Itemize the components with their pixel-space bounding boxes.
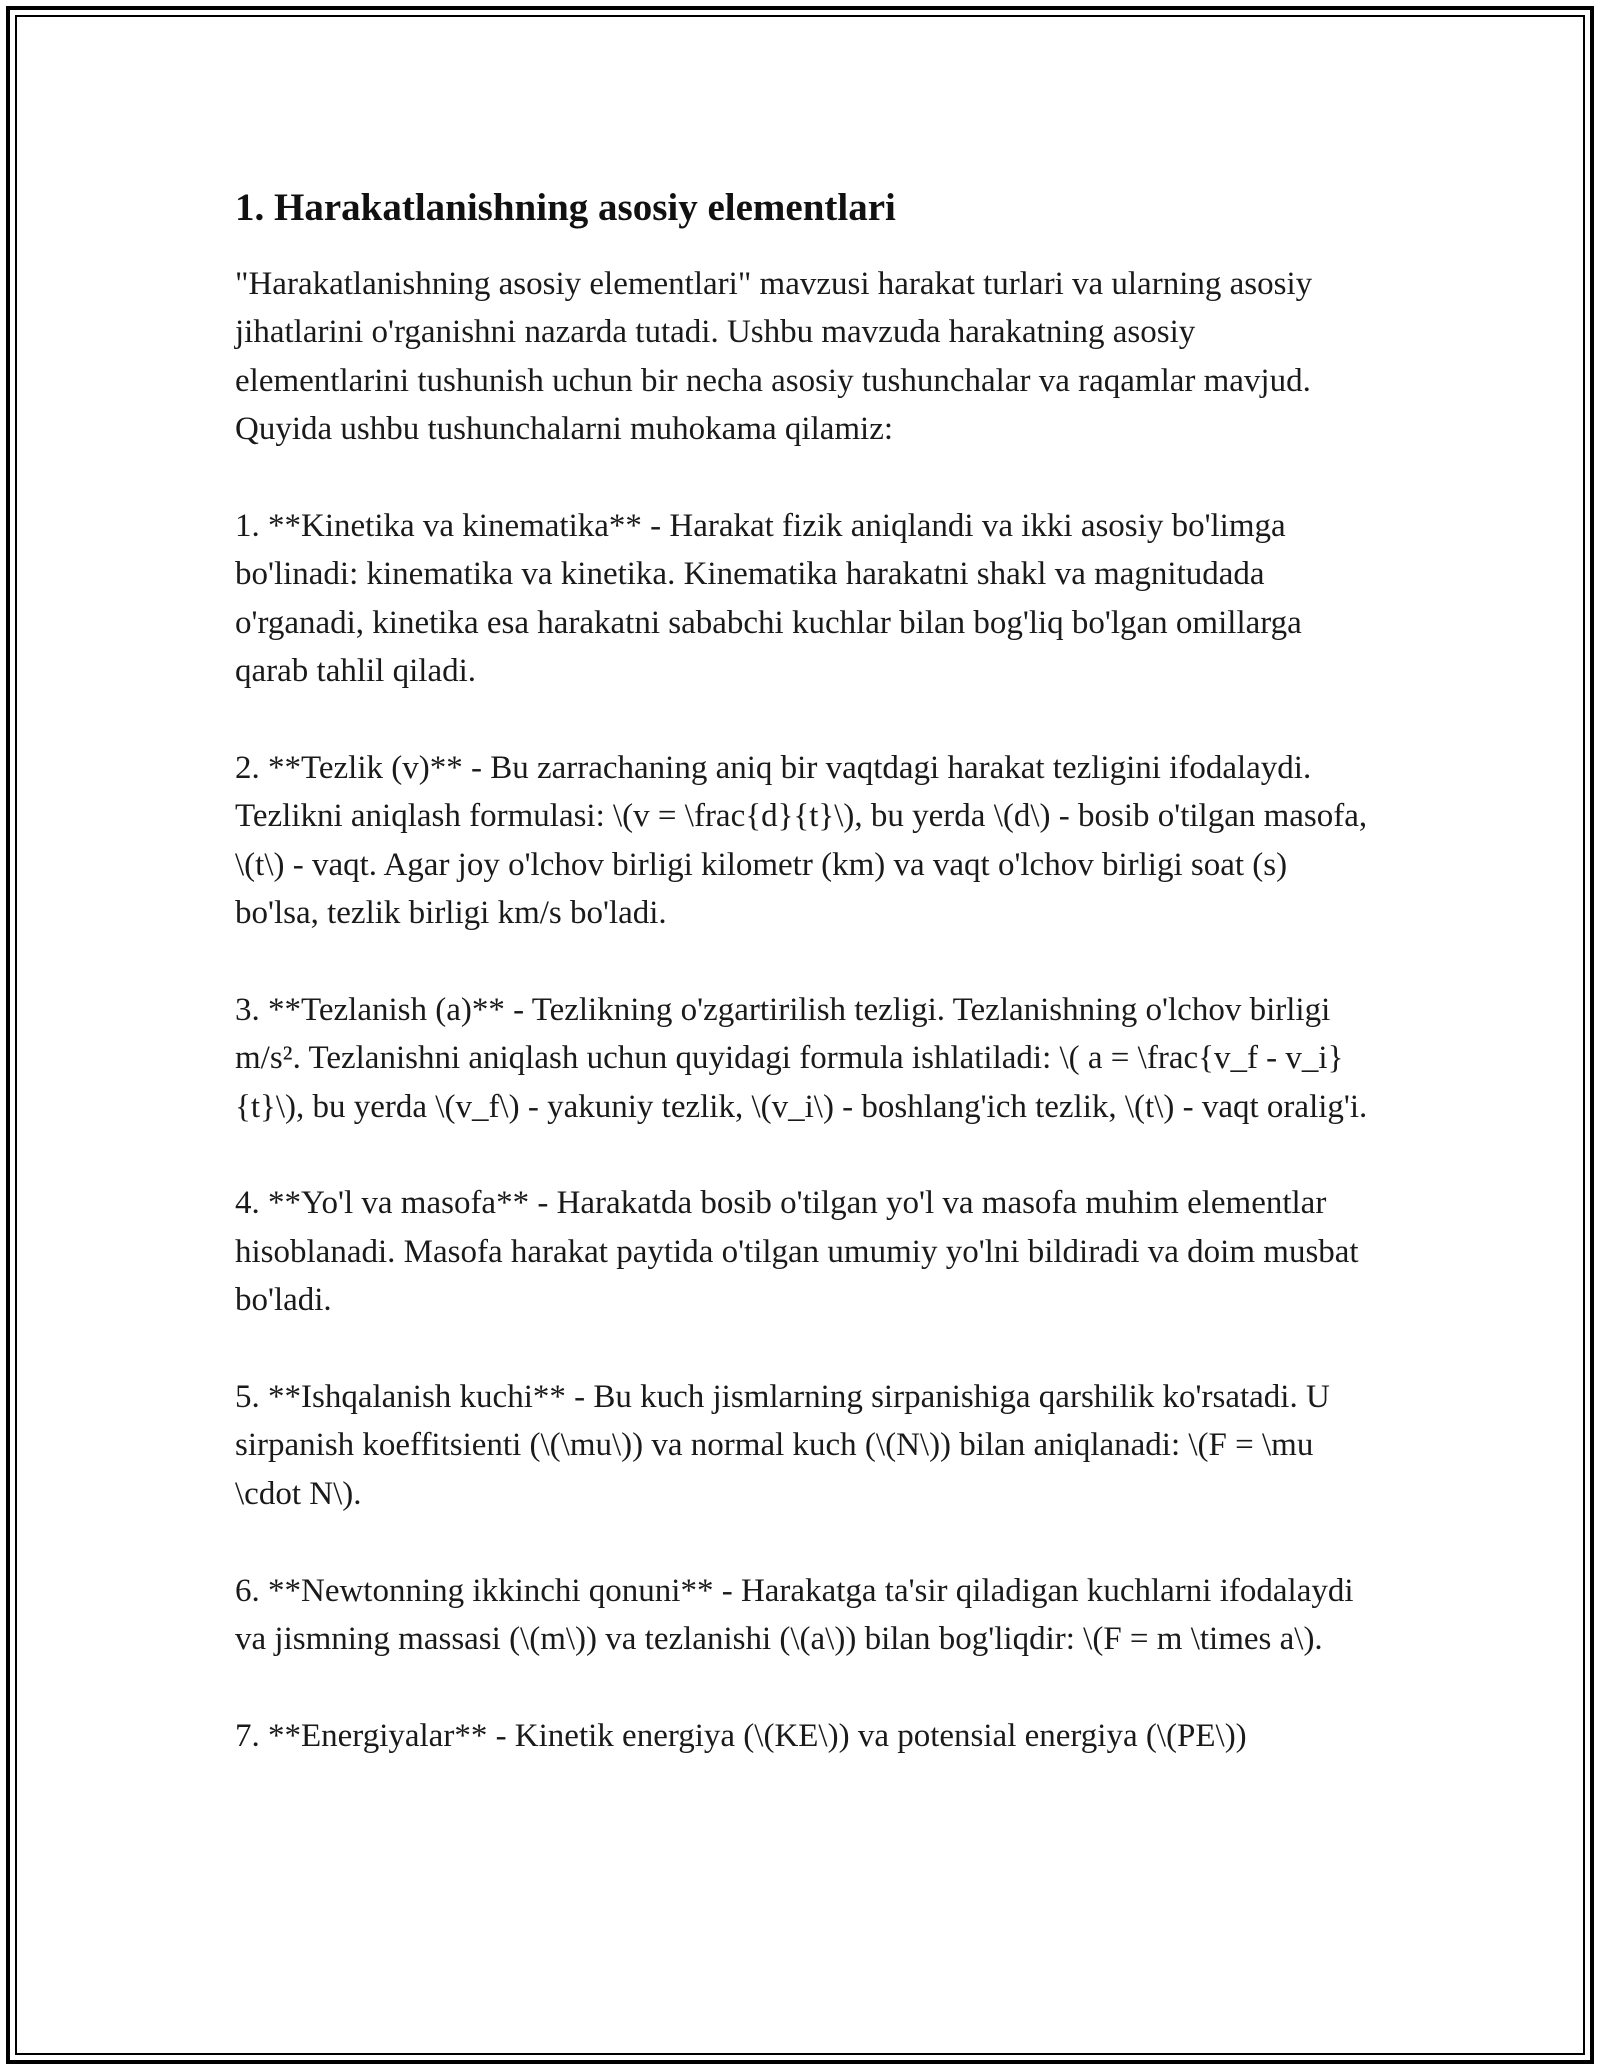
item-newton-ikkinchi-qonuni: 6. **Newtonning ikkinchi qonuni** - Harakatga ta'sir qiladigan kuchlarni ifodalaydi va jismning massasi (\(m\)) va tezlanishi (\(a\)) bilan bog'liqdir: \(F = m \times a\). xyxy=(235,1572,1354,1658)
section-heading: 1. Harakatlanishning asosiy elementlari xyxy=(235,186,896,229)
item-yol-va-masofa: 4. **Yo'l va masofa** - Harakatda bosib o'tilgan yo'l va masofa muhim elementlar hisoblanadi. Masofa harakat paytida o'tilgan umumiy yo'lni bildiradi va doim musbat bo'ladi. xyxy=(235,1185,1359,1319)
intro-paragraph: "Harakatlanishning asosiy elementlari" mavzusi harakat turlari va ularning asosiy jihatlarini o'rganishni nazarda tutadi. Ushbu mavzuda harakatning asosiy elementlarini tushunish uchun bir necha asosiy tushunchalar va raqamlar mavjud. Quyida ushbu tushunchalarni muhokama qilamiz: xyxy=(235,265,1313,448)
item-tezlik: 2. **Tezlik (v)** - Bu zarrachaning aniq bir vaqtdagi harakat tezligini ifodalaydi. Tezlikni aniqlash formulasi: \(v = \frac{d}{t}\), bu yerda \(d\) - bosib o'tilgan masofa, \(t\) - vaqt. Agar joy o'lchov birligi kilometr (km) va vaqt o'lchov birligi soat (s) bo'lsa, tezlik birligi km/s bo'ladi. xyxy=(235,749,1368,932)
item-energiyalar: 7. **Energiyalar** - Kinetik energiya (\(KE\)) va potensial energiya (\(PE\)) xyxy=(235,1717,1247,1754)
item-tezlanish: 3. **Tezlanish (a)** - Tezlikning o'zgartirilish tezligi. Tezlanishning o'lchov birligi m/s². Tezlanishni aniqlash uchun quyidagi formula ishlatiladi: \( a = \frac{v_f - v_i}{t}\), bu yerda \(v_f\) - yakuniy tezlik, \(v_i\) - boshlang'ich tezlik, \(t\) - vaqt oralig'i. xyxy=(235,991,1368,1125)
item-ishqalanish-kuchi: 5. **Ishqalanish kuchi** - Bu kuch jismlarning sirpanishiga qarshilik ko'rsatadi. U sirpanish koeffitsienti (\(\mu\)) va normal kuch (\(N\)) bilan aniqlanadi: \(F = \mu \cdot N\). xyxy=(235,1379,1330,1512)
document-body xyxy=(235,185,1375,1809)
item-kinetika-kinematika: 1. **Kinetika va kinematika** - Harakat fizik aniqlandi va ikki asosiy bo'limga bo'linadi: kinematika va kinetika. Kinematika harakatni shakl va magnitudada o'rganadi, kinetika esa harakatni sababchi kuchlar bilan bog'liq bo'lgan omillarga qarab tahlil qiladi. xyxy=(235,507,1302,690)
